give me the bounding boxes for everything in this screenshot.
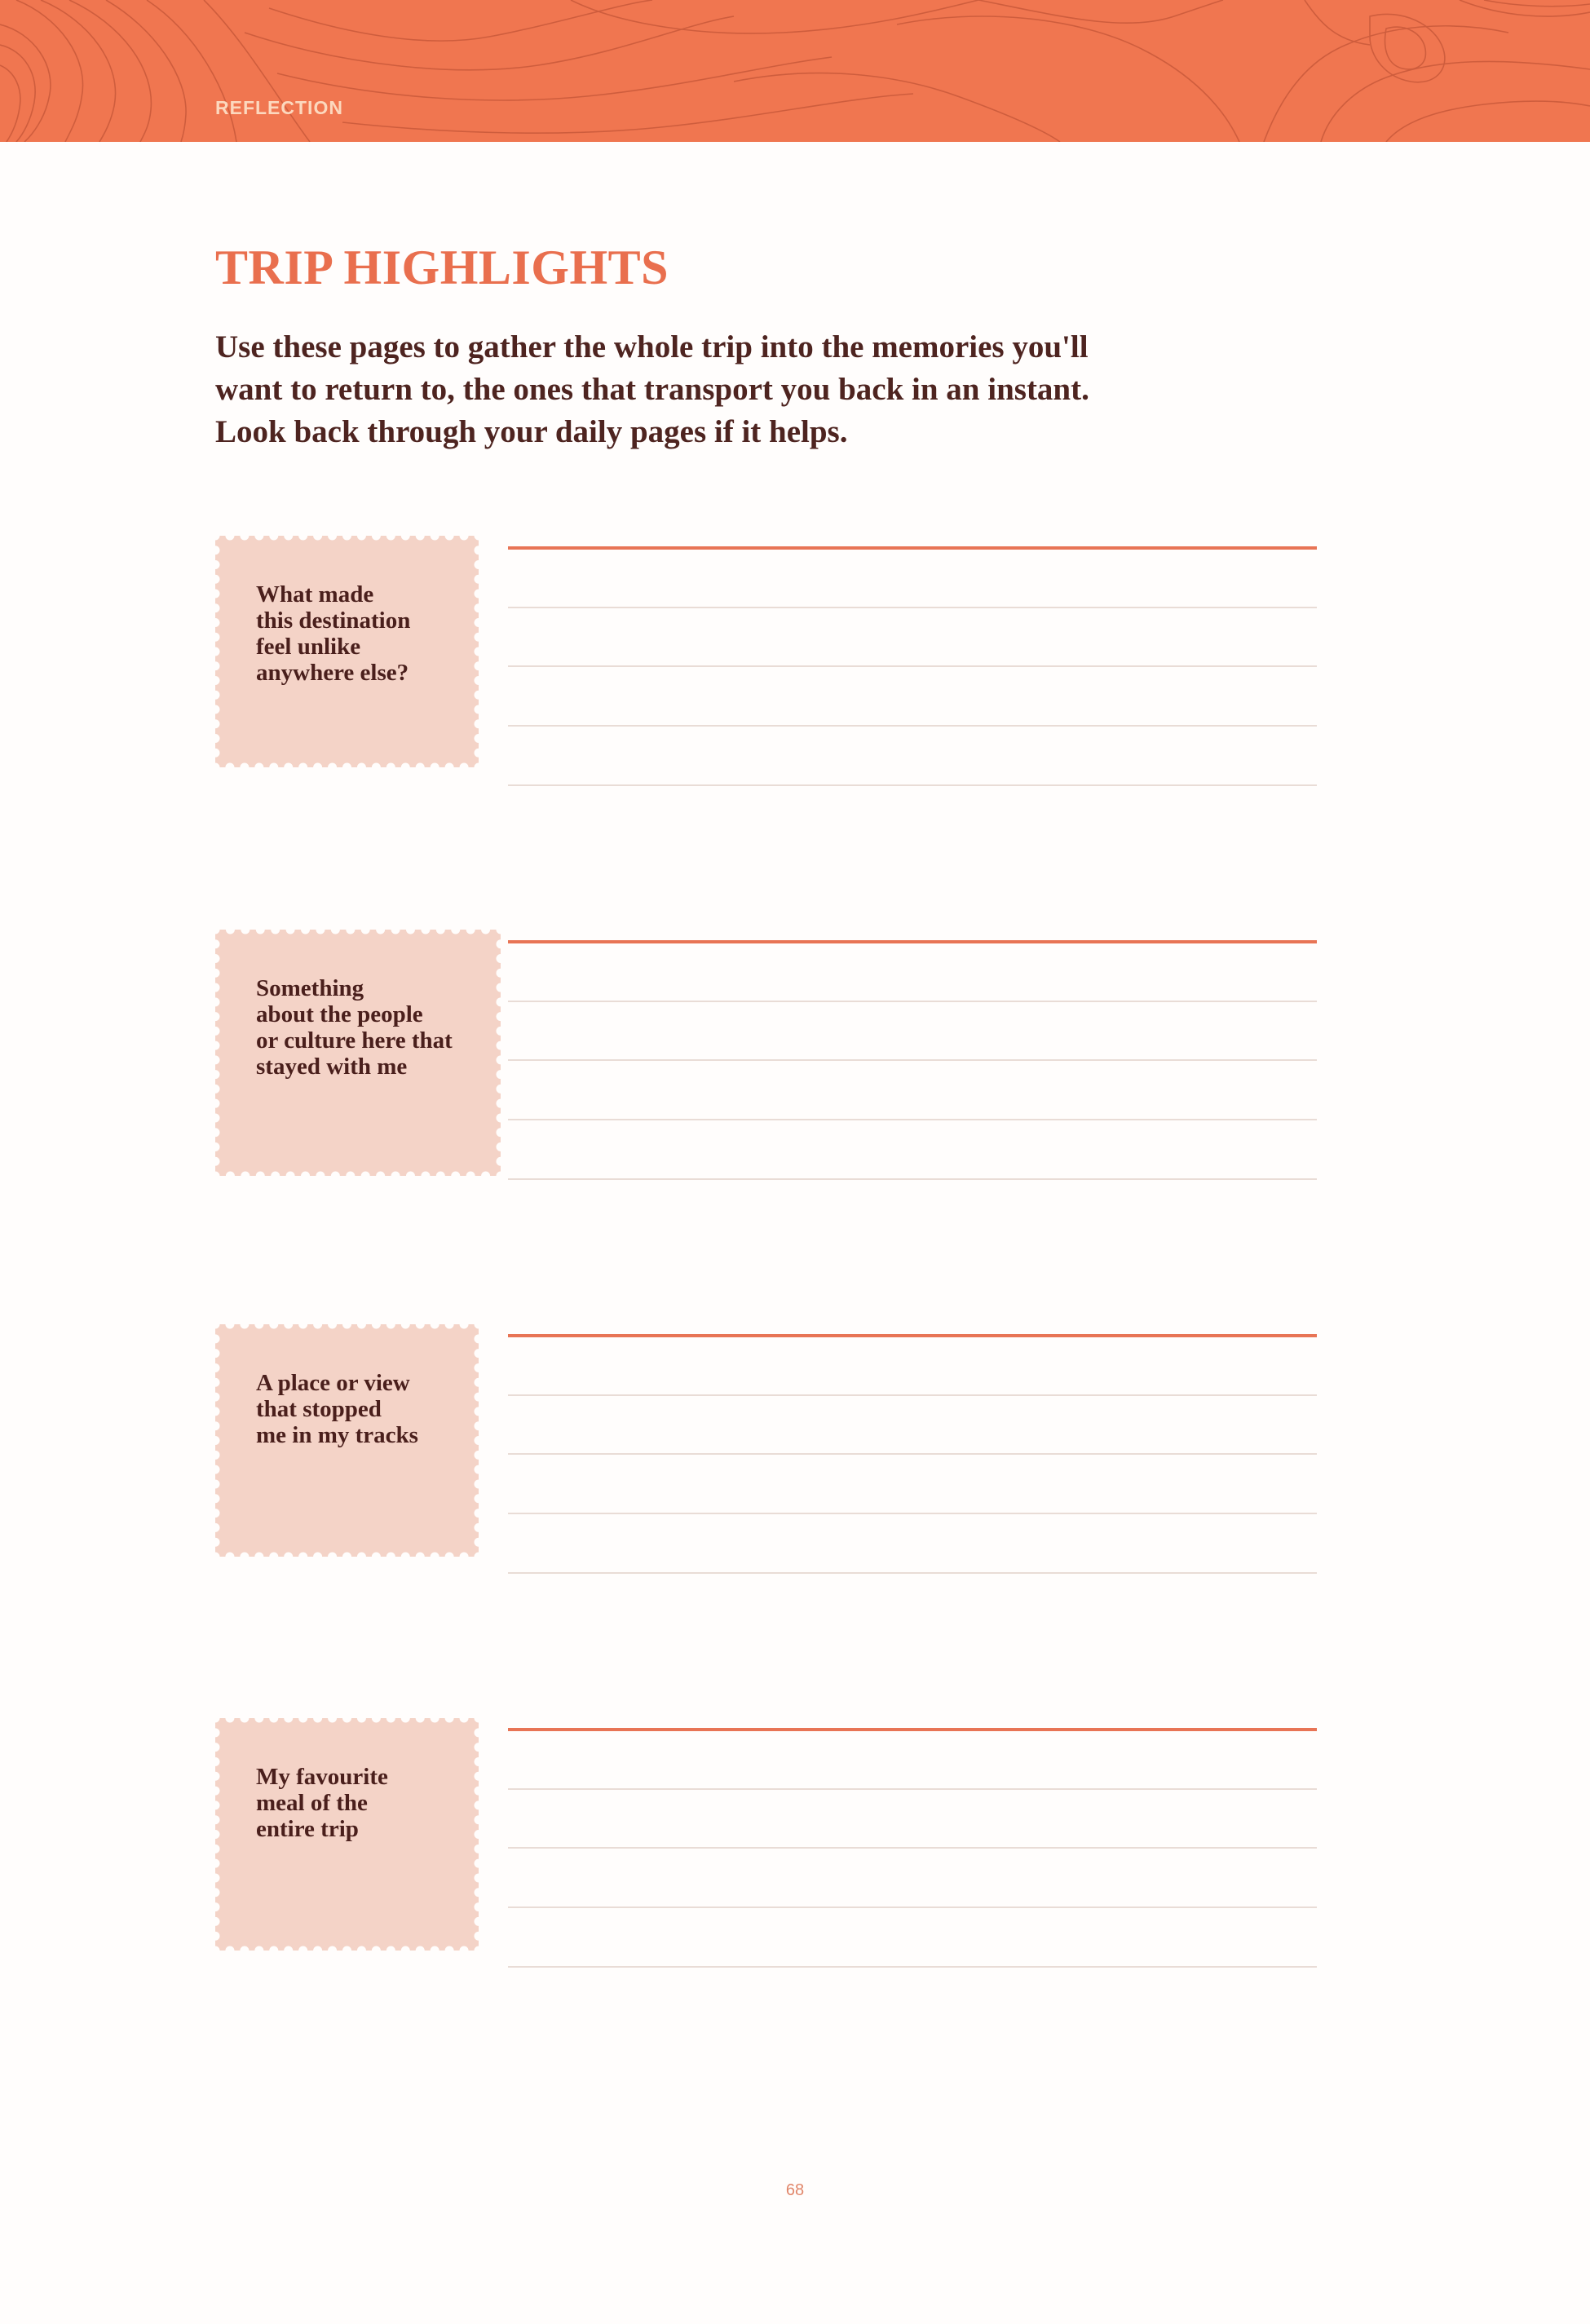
writing-rule xyxy=(508,725,1317,727)
writing-rule xyxy=(508,607,1317,608)
prompt-text xyxy=(256,581,410,686)
intro-line: Use these pages to gather the whole trip into the memories you'll xyxy=(215,329,1089,365)
prompt-line: anywhere else? xyxy=(256,660,409,686)
accent-rule xyxy=(508,1728,1317,1731)
intro-paragraph xyxy=(215,326,1234,453)
prompt-line: stayed with me xyxy=(256,1054,408,1080)
writing-rule xyxy=(508,1906,1317,1908)
prompt-line: Something xyxy=(256,975,364,1001)
prompt-stamp-destination xyxy=(215,536,479,767)
writing-rule xyxy=(508,1001,1317,1002)
prompt-line: me in my tracks xyxy=(256,1422,418,1448)
writing-rule xyxy=(508,1178,1317,1180)
prompt-stamp-favourite-meal xyxy=(215,1718,479,1951)
writing-rule xyxy=(508,1572,1317,1574)
writing-lines[interactable] xyxy=(508,546,1317,788)
prompt-line: My favourite xyxy=(256,1764,388,1790)
prompt-line: that stopped xyxy=(256,1396,382,1422)
writing-rule xyxy=(508,1847,1317,1849)
prompt-line: A place or view xyxy=(256,1370,410,1396)
writing-lines[interactable] xyxy=(508,1728,1317,1969)
accent-rule xyxy=(508,546,1317,550)
intro-line: want to return to, the ones that transport you back in an instant. xyxy=(215,372,1089,407)
prompt-line: entire trip xyxy=(256,1816,359,1842)
prompt-stamp-place-view xyxy=(215,1324,479,1557)
page-number: 68 xyxy=(785,2181,805,2199)
writing-lines[interactable] xyxy=(508,1334,1317,1575)
prompt-text xyxy=(256,975,453,1080)
writing-rule xyxy=(508,1788,1317,1790)
intro-line: Look back through your daily pages if it helps. xyxy=(215,414,848,449)
writing-lines[interactable] xyxy=(508,940,1317,1182)
prompt-text xyxy=(256,1370,418,1448)
writing-rule xyxy=(508,1119,1317,1120)
writing-rule xyxy=(508,1059,1317,1061)
writing-rule xyxy=(508,665,1317,667)
writing-rule xyxy=(508,1966,1317,1968)
writing-rule xyxy=(508,1394,1317,1396)
accent-rule xyxy=(508,1334,1317,1337)
prompt-line: or culture here that xyxy=(256,1027,453,1054)
writing-rule xyxy=(508,1453,1317,1455)
prompt-line: about the people xyxy=(256,1001,423,1027)
prompt-line: meal of the xyxy=(256,1790,368,1816)
section-label: REFLECTION xyxy=(215,97,343,118)
writing-rule xyxy=(508,1513,1317,1514)
accent-rule xyxy=(508,940,1317,943)
prompt-stamp-people-culture xyxy=(215,930,501,1176)
topographic-pattern-icon xyxy=(0,0,1590,142)
prompt-line: this destination xyxy=(256,608,411,634)
page-header-band xyxy=(0,0,1590,142)
page-title: TRIP HIGHLIGHTS xyxy=(215,241,669,294)
writing-rule xyxy=(508,784,1317,786)
prompt-text xyxy=(256,1764,388,1842)
prompt-line: feel unlike xyxy=(256,634,361,660)
prompt-line: What made xyxy=(256,581,374,608)
